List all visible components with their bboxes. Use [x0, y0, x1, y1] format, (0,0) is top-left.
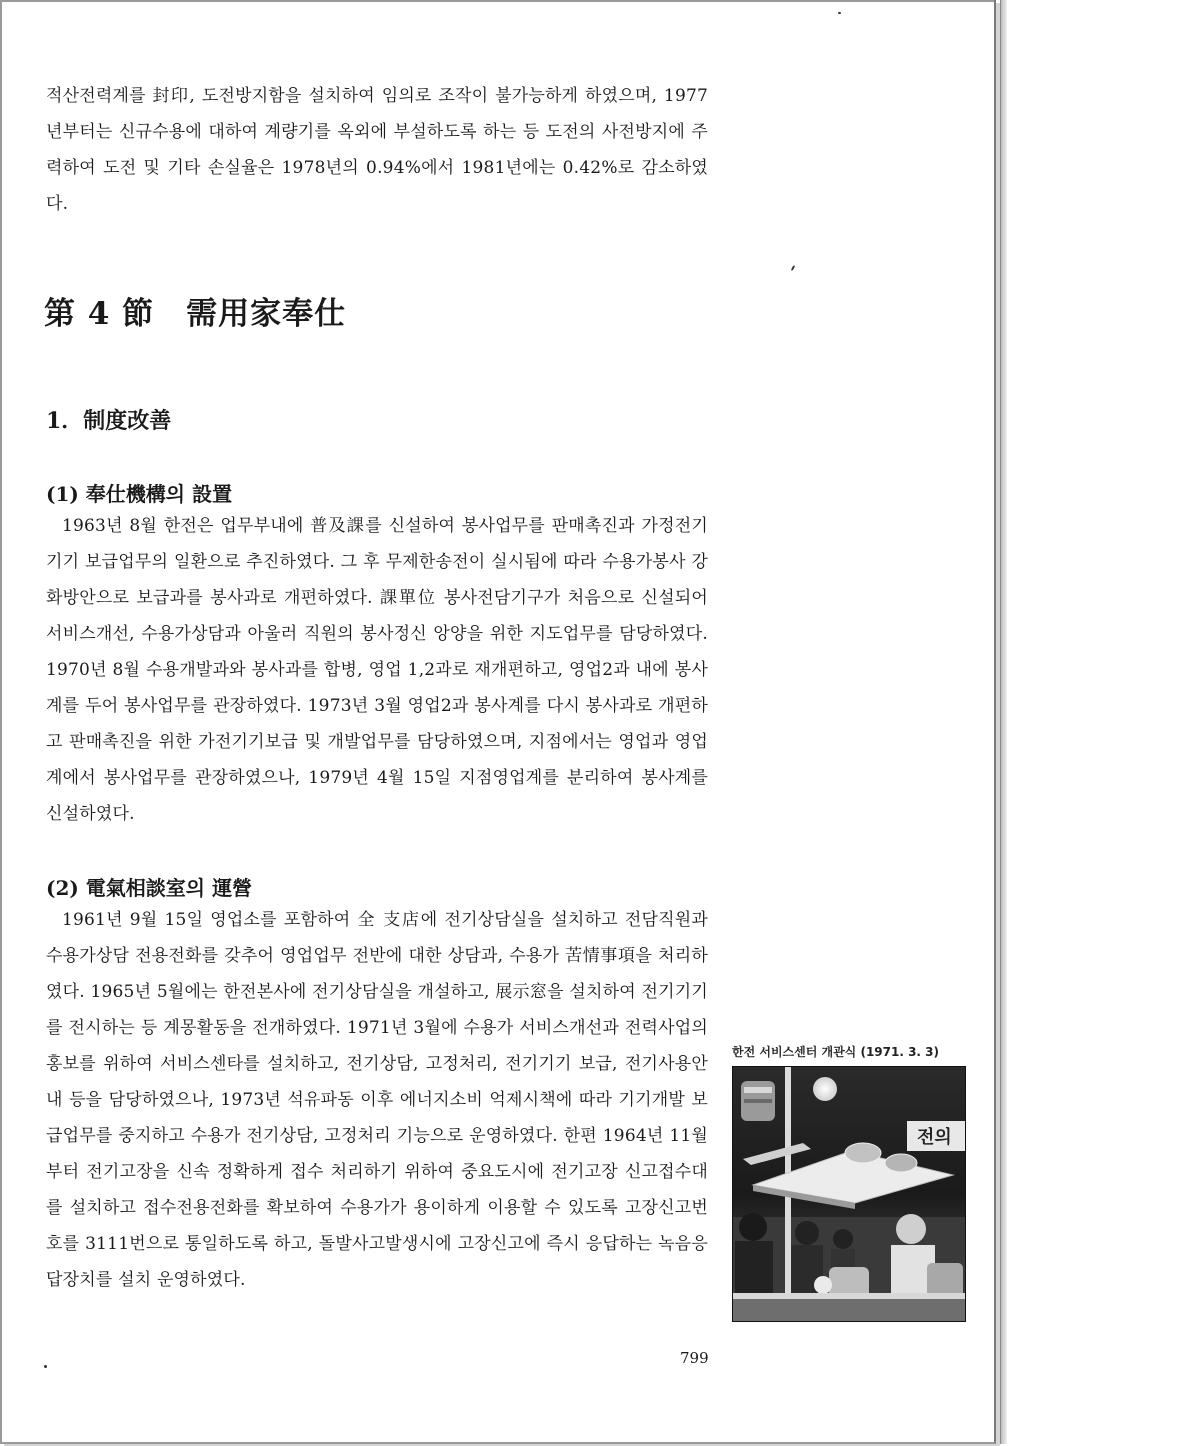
item-title-consultation: (2) 電氣相談室의 運營	[46, 876, 253, 900]
section-title: 第 4 節 需用家奉仕	[44, 296, 347, 332]
page-number: 799	[680, 1349, 709, 1367]
service-center-opening-photo	[732, 1066, 966, 1322]
item-text-organization: 1963년 8월 한전은 업무부내에 普及課를 신설하여 봉사업무를 판매촉진과 가정전기기기 보급업무의 일환으로 추진하였다. 그 후 무제한송전이 실시됨에 따라 수용가봉사 강화방안으로 보급과를 봉사과로 개편하였다. 課單位 봉사전담기구가 처음으로 신설되어 서비스개선, 수용가상담과 아울러 직원의 봉사정신 앙양을 위한 지도업무를 담당하였다. 1970년 8월 수용개발과와 봉사과를 합병, 영업 1,2과로 재개편하고, 영업2과 내에 봉사계를 두어 봉사업무를 관장하였다. 1973년 3월 영업2과 봉사계를 다시 봉사과로 개편하고 판매촉진을 위한 가전기기보급 및 개발업무를 담당하였으며, 지점에서는 영업과 영업계에서 봉사업무를 관장하였으나, 1979년 4월 15일 지점영업계를 분리하여 봉사계를 신설하였다.	[46, 516, 708, 824]
scan-speck	[791, 265, 796, 271]
scan-speck	[838, 12, 841, 14]
item-title-organization: (1) 奉仕機構의 設置	[46, 482, 233, 506]
intro-paragraph: 적산전력계를 封印, 도전방지함을 설치하여 임의로 조작이 불가능하게 하였으며, 1977년부터는 신규수용에 대하여 계량기를 옥외에 부설하도록 하는 등 도전의 사전방지에 주력하여 도전 및 기타 손실율은 1978년의 0.94%에서 1981년에는 0.42%로 감소하였다.	[46, 86, 708, 214]
subsection-title: 1．制度改善	[46, 408, 172, 434]
page-left-border	[0, 0, 2, 1444]
photo-banner-text: 전의	[917, 1127, 952, 1148]
scan-speck	[44, 1365, 47, 1368]
photo-caption: 한전 서비스센터 개관식 (1971. 3. 3)	[732, 1045, 939, 1059]
page-edge-shadow	[1000, 0, 1007, 1444]
item-text-consultation: 1961년 9월 15일 영업소를 포함하여 全 支店에 전기상담실을 설치하고 전담직원과 수용가상담 전용전화를 갖추어 영업업무 전반에 대한 상담과, 수용가 苦情事項을 처리하였다. 1965년 5월에는 한전본사에 전기상담실을 개설하고, 展示窓을 설치하여 전기기기를 전시하는 등 계몽활동을 전개하였다. 1971년 3월에 수용가 서비스개선과 전력사업의 홍보를 위하여 서비스센타를 설치하고, 전기상담, 고정처리, 전기기기 보급, 전기사용안내 등을 담당하였으나, 1973년 석유파동 이후 에너지소비 억제시책에 따라 기기개발 보급업무를 중지하고 수용가 전기상담, 고정처리 기능으로 운영하였다. 한편 1964년 11월부터 전기고장을 신속 정확하게 접수 처리하기 위하여 중요도시에 전기고장 신고접수대를 설치하고 접수전용전화를 확보하여 수용가가 용이하게 이용할 수 있도록 고장신고번호를 3111번으로 통일하도록 하고, 돌발사고발생시에 고장신고에 즉시 응답하는 녹음응답장치를 설치 운영하였다.	[46, 910, 708, 1290]
page-top-border	[0, 0, 994, 2]
